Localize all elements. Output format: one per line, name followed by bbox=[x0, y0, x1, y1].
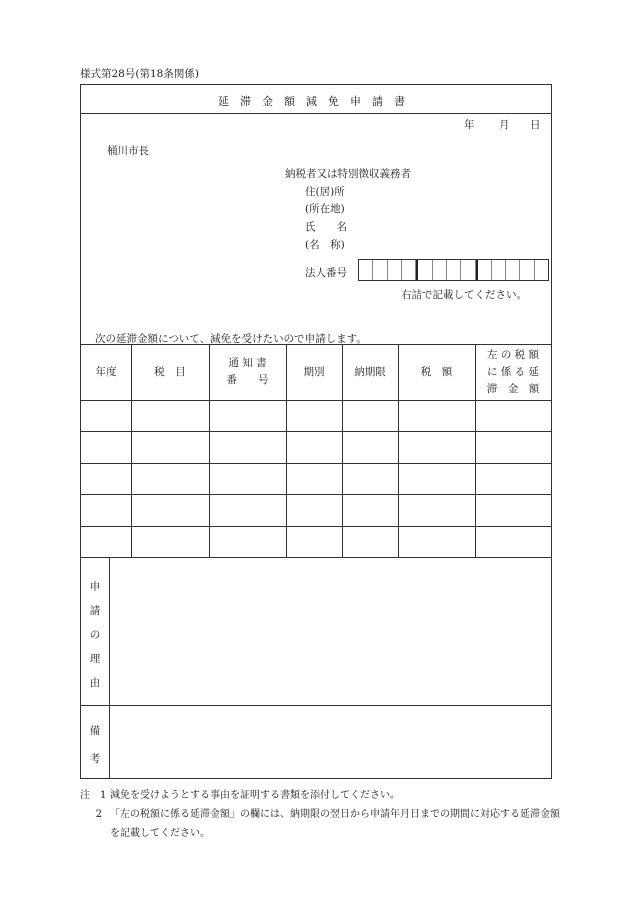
table-row-divider bbox=[81, 463, 551, 464]
reason-label-char: 申 bbox=[89, 581, 101, 593]
corp-digit-cell bbox=[359, 260, 373, 280]
form-number-label: 様式第28号(第18条関係) bbox=[80, 68, 199, 80]
corp-digit-cell bbox=[461, 260, 475, 280]
header-late-fee bbox=[475, 344, 551, 400]
date-year: 年 bbox=[464, 119, 475, 131]
note-number: 2 bbox=[95, 809, 102, 820]
header-period: 期別 bbox=[303, 365, 325, 378]
header-late-fee-line2: に 係 る 延 bbox=[486, 365, 539, 378]
notes bbox=[80, 786, 560, 843]
applicant-role: 納税者又は特別徴収義務者 bbox=[285, 168, 411, 180]
corp-number-note: 右詰で記載してください。 bbox=[401, 289, 527, 301]
remarks-label-char: 考 bbox=[89, 753, 101, 765]
name-sub-label: (名 称) bbox=[305, 239, 345, 251]
corp-number-field[interactable] bbox=[358, 259, 549, 281]
remarks-label-char: 備 bbox=[89, 725, 101, 737]
remarks-field[interactable] bbox=[110, 706, 550, 778]
header-notice-number bbox=[209, 344, 286, 400]
reason-label-char: 由 bbox=[89, 677, 101, 689]
header-year: 年度 bbox=[95, 365, 117, 378]
reason-label-char: の bbox=[89, 629, 101, 641]
late-fee-table bbox=[81, 344, 551, 557]
header-late-fee-line1: 左 の 税 額 bbox=[486, 348, 539, 361]
table-row-divider bbox=[81, 431, 551, 432]
table-row-divider bbox=[81, 494, 551, 495]
note-text: 「左の税額に係る延滞金額」の欄には、納期限の翌日から申請年月日までの期間に対応する延滞金額を記載してください。 bbox=[110, 809, 560, 839]
header-tax-item: 税 目 bbox=[154, 365, 186, 378]
addressee: 桶川市長 bbox=[107, 145, 149, 157]
note-number: 注 1 bbox=[80, 790, 107, 801]
note-text: 減免を受けようとする事由を証明する書類を添付してください。 bbox=[110, 790, 400, 801]
date-month: 月 bbox=[499, 119, 510, 131]
corp-digit-cell bbox=[433, 260, 447, 280]
header-notice-number-line1: 通 知 書 bbox=[228, 357, 267, 369]
address-sub-label: (所在地) bbox=[305, 203, 345, 215]
corp-number-label: 法人番号 bbox=[305, 267, 347, 279]
corp-digit-cell bbox=[506, 260, 520, 280]
header-due-date: 納期限 bbox=[354, 365, 386, 378]
table-row-divider bbox=[81, 400, 551, 401]
reason-label-char: 理 bbox=[89, 653, 101, 665]
corp-digit-cell bbox=[416, 260, 432, 280]
note-item bbox=[80, 786, 560, 805]
corp-digit-cell bbox=[476, 260, 492, 280]
header-notice-number-line2: 番 号 bbox=[226, 374, 269, 386]
title-divider bbox=[81, 113, 551, 114]
name-label: 氏 名 bbox=[305, 221, 347, 233]
corp-digit-cell bbox=[373, 260, 387, 280]
reason-label-char: 請 bbox=[89, 605, 101, 617]
corp-digit-cell bbox=[447, 260, 461, 280]
corp-digit-cell bbox=[535, 260, 548, 280]
header-tax-amount: 税 額 bbox=[420, 365, 453, 378]
corp-digit-cell bbox=[492, 260, 506, 280]
date-day: 日 bbox=[530, 119, 541, 131]
address-label: 住(居)所 bbox=[305, 186, 345, 198]
form-title: 延滞金額減免申請書 bbox=[218, 95, 416, 108]
table-row-divider bbox=[81, 526, 551, 527]
corp-digit-cell bbox=[388, 260, 402, 280]
reason-field[interactable] bbox=[110, 558, 550, 704]
application-form bbox=[80, 84, 552, 779]
corp-digit-cell bbox=[402, 260, 416, 280]
corp-digit-cell bbox=[520, 260, 534, 280]
header-late-fee-line3: 滞 金 額 bbox=[486, 382, 540, 395]
note-item bbox=[80, 805, 560, 843]
application-statement: 次の延滞金額について、減免を受けたいので申請します。 bbox=[95, 333, 367, 345]
